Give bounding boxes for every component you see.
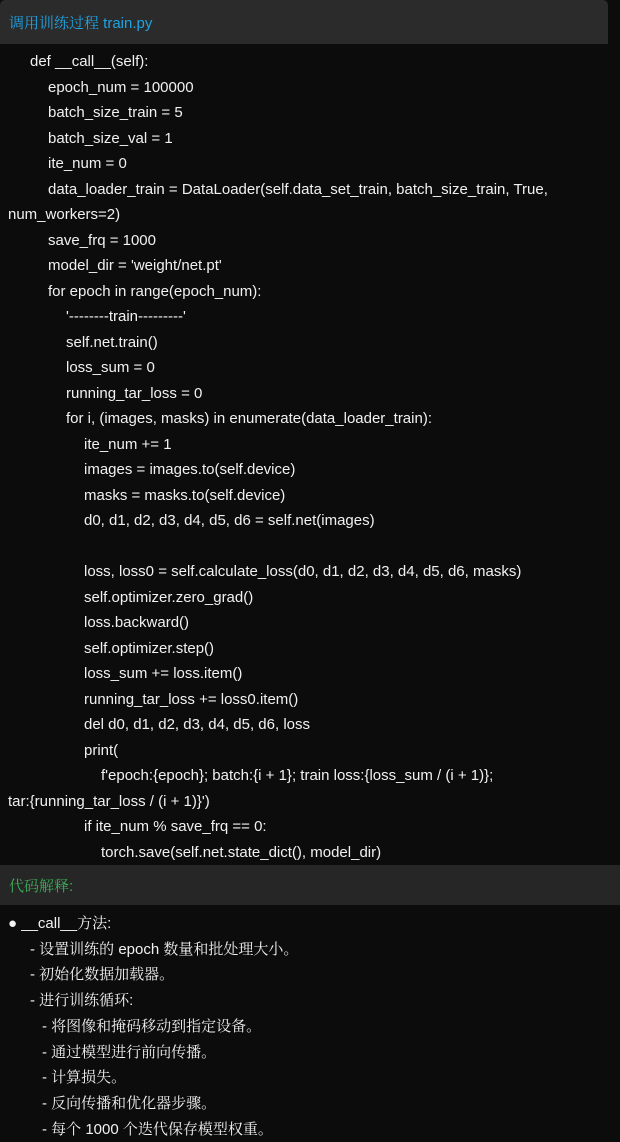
code-line: running_tar_loss += loss0.item()	[84, 690, 299, 708]
code-line: torch.save(self.net.state_dict(), model_dir)	[101, 843, 382, 861]
code-block	[0, 44, 620, 865]
code-line: if ite_num % save_frq == 0:	[84, 818, 267, 835]
code-line: self.optimizer.zero_grad()	[84, 588, 254, 606]
code-line: '--------train---------'	[66, 308, 186, 325]
code-line: batch_size_val = 1	[48, 129, 173, 147]
explanation-item: - 通过模型进行前向传播。	[42, 1043, 217, 1061]
code-line: images = images.to(self.device)	[84, 461, 296, 478]
explanation-header-title: 代码解释:	[9, 877, 74, 895]
code-line: loss_sum = 0	[66, 359, 155, 376]
explanation-list	[0, 905, 620, 1142]
explanation-item: - 将图像和掩码移动到指定设备。	[42, 1017, 262, 1035]
code-line: num_workers=2)	[8, 206, 121, 223]
code-line: del d0, d1, d2, d3, d4, d5, d6, loss	[84, 716, 310, 733]
explanation-item: - 设置训练的 epoch 数量和批处理大小。	[30, 940, 299, 958]
code-line: save_frq = 1000	[48, 231, 156, 249]
code-block-title: 调用训练过程 train.py	[9, 14, 153, 32]
code-line: ite_num += 1	[84, 435, 172, 453]
code-line: print(	[84, 741, 119, 759]
code-line: epoch_num = 100000	[48, 78, 194, 96]
code-line: running_tar_loss = 0	[66, 384, 203, 402]
code-line: for i, (images, masks) in enumerate(data_loader_train):	[66, 410, 432, 427]
explanation-item: - 计算损失。	[42, 1069, 127, 1087]
code-line: self.optimizer.step()	[84, 639, 215, 657]
explanation-header	[0, 865, 620, 905]
code-line: d0, d1, d2, d3, d4, d5, d6 = self.net(images)	[84, 512, 375, 529]
code-line: loss.backward()	[84, 614, 190, 631]
code-line: tar:{running_tar_loss / (i + 1)}')	[8, 792, 210, 810]
explanation-item: - 每个 1000 个迭代保存模型权重。	[42, 1120, 273, 1138]
explanation-item: - 反向传播和优化器步骤。	[42, 1094, 217, 1112]
code-line: loss, loss0 = self.calculate_loss(d0, d1, d2, d3, d4, d5, d6, masks)	[84, 563, 522, 580]
code-line: ite_num = 0	[48, 155, 127, 172]
code-line: model_dir = 'weight/net.pt'	[48, 257, 222, 274]
code-line: for epoch in range(epoch_num):	[48, 282, 262, 300]
code-line: loss_sum += loss.item()	[84, 665, 243, 682]
code-block-header	[0, 0, 608, 44]
code-line: f'epoch:{epoch}; batch:{i + 1}; train loss:{loss_sum / (i + 1)};	[101, 767, 494, 784]
explanation-item: ● __call__方法:	[8, 915, 112, 932]
code-line: masks = masks.to(self.device)	[84, 486, 286, 504]
code-line	[0, 534, 620, 560]
code-line: batch_size_train = 5	[48, 104, 183, 121]
explanation-item: - 进行训练循环:	[30, 992, 134, 1010]
code-line: def __call__(self):	[30, 53, 149, 70]
code-line: self.net.train()	[66, 333, 158, 351]
code-line: data_loader_train = DataLoader(self.data_set_train, batch_size_train, True,	[48, 180, 548, 198]
explanation-item: - 初始化数据加载器。	[30, 966, 175, 984]
